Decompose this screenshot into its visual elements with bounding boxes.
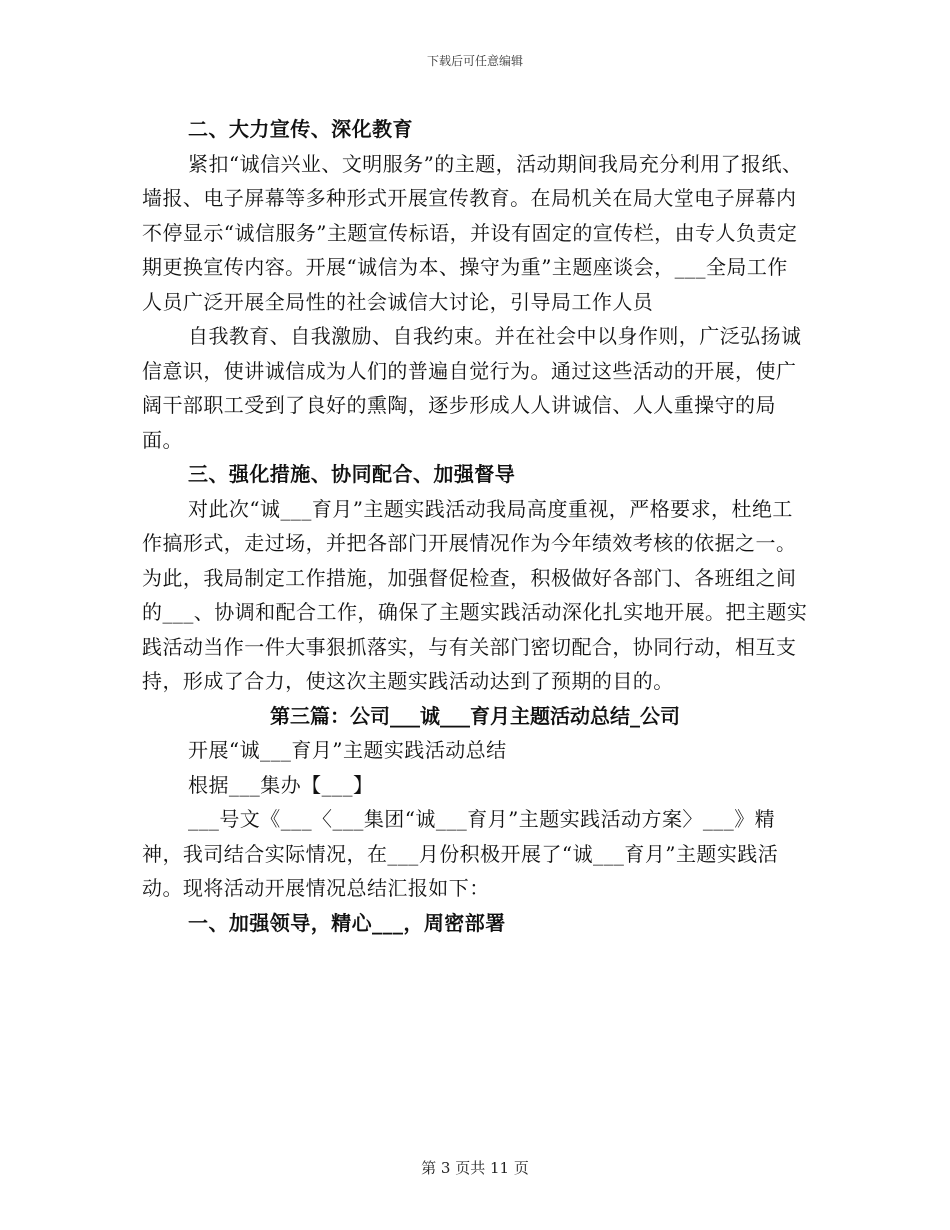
section-heading-3: 三、强化措施、协同配合、加强督导 [188, 462, 516, 486]
document-body [142, 112, 808, 940]
body-paragraph: 自我教育、自我激励、自我约束。并在社会中以身作则，广泛弘扬诚信意识，使讲诚信成为人们的普遍自觉行为。通过这些活动的开展，使广阔干部职工受到了良好的熏陶，逐步形成人人讲诚信、人人重操守的局面。 [142, 324, 802, 452]
page-header: 下载后可任意编辑 [426, 54, 523, 68]
section-heading-1: 一、加强领导，精心___，周密部署 [188, 910, 506, 935]
body-paragraph: 对此次“诚___育月”主题实践活动我局高度重视，严格要求，杜绝工作搞形式，走过场，并把各部门开展情况作为今年绩效考核的依据之一。为此，我局制定工作措施，加强督促检查，积极做好各部门、各班组之间的___、协调和配合工作，确保了主题实践活动深化扎实地开展。把主题实践活动当作一件大事狠抓落实，与有关部门密切配合，协同行动，相互支持，形成了合力，使这次主题实践活动达到了预期的目的。 [142, 496, 808, 693]
body-paragraph: 根据___集办【___】 [188, 772, 374, 797]
body-paragraph: 开展“诚___育月”主题实践活动总结 [188, 738, 507, 762]
body-paragraph: ___号文《___〈___集团“诚___育月”主题实践活动方案〉___》精神，我司结合实际情况，在___月份积极开展了“诚___育月”主题实践活动。现将活动开展情况总结汇报如下： [142, 807, 779, 900]
body-paragraph: 紧扣“诚信兴业、文明服务”的主题，活动期间我局充分利用了报纸、墙报、电子屏幕等多种形式开展宣传教育。在局机关在局大堂电子屏幕内不停显示“诚信服务”主题宣传标语，并设有固定的宣传栏，由专人负责定期更换宣传内容。开展“诚信为本、操守为重”主题座谈会，___全局工作人员广泛开展全局性的社会诚信大讨论，引导局工作人员 [142, 151, 803, 314]
page-footer: 第 3 页共 11 页 [421, 1159, 529, 1177]
section-heading-2: 二、大力宣传、深化教育 [188, 117, 413, 141]
chapter-title: 第三篇：公司___诚___育月主题活动总结_公司 [270, 703, 680, 728]
